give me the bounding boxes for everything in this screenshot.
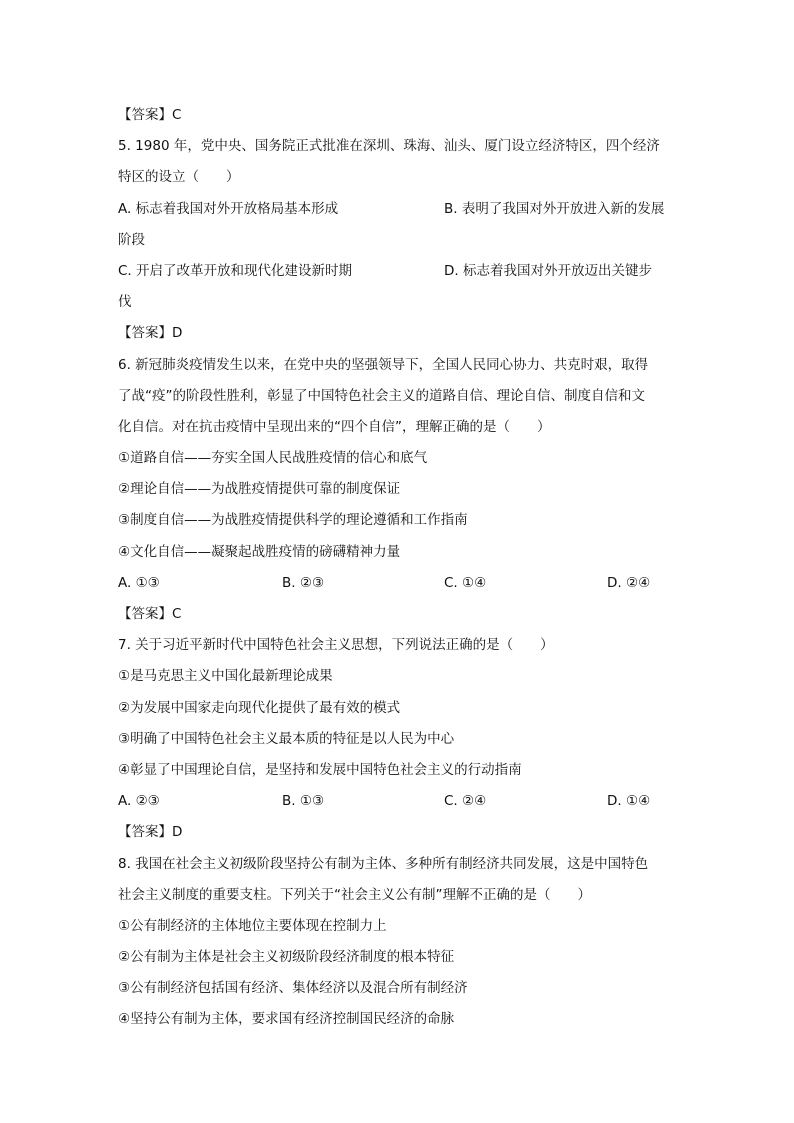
q6-item-3: ③制度自信——为战胜疫情提供科学的理论遵循和工作指南: [118, 512, 468, 529]
q5-option-a: A. 标志着我国对外开放格局基本形成: [118, 200, 339, 217]
q8-item-3: ③公有制经济包括国有经济、集体经济以及混合所有制经济: [118, 980, 468, 997]
q6-item-2: ②理论自信——为战胜疫情提供可靠的制度保证: [118, 481, 401, 498]
q7-item-1: ①是马克思主义中国化最新理论成果: [118, 668, 333, 685]
document-page: [118, 100, 678, 1036]
q8-stem-line-2: 社会主义制度的重要支柱。下列关于“社会主义公有制”理解不正确的是（ ）: [118, 886, 591, 903]
q6-option-d: D. ②④: [607, 574, 651, 591]
q8-item-2: ②公有制为主体是社会主义初级阶段经济制度的根本特征: [118, 949, 455, 966]
question-8: [118, 849, 678, 1036]
q8-stem-line-1: 8. 我国在社会主义初级阶段坚持公有制为主体、多种所有制经济共同发展，这是中国特色: [118, 855, 649, 872]
q5-stem-line-1: 5. 1980 年，党中央、国务院正式批准在深圳、珠海、汕头、厦门设立经济特区，四个经济: [118, 138, 660, 155]
q5-options-row-1: [118, 194, 678, 225]
q5-stem-line-2: 特区的设立（ ）: [118, 169, 240, 186]
q6-answer: 【答案】C: [118, 606, 182, 622]
q7-item-4: ④彰显了中国理论自信，是坚持和发展中国特色社会主义的行动指南: [118, 761, 522, 778]
question-7: [118, 630, 678, 848]
q6-option-a: A. ①③: [118, 574, 160, 591]
q6-option-c: C. ①④: [444, 574, 487, 591]
q6-option-b: B. ②③: [282, 574, 325, 591]
q6-stem-line-2: 了战“疫”的阶段性胜利，彰显了中国特色社会主义的道路自信、理论自信、制度自信和文: [118, 387, 645, 404]
q5-option-b: B. 表明了我国对外开放进入新的发展: [444, 200, 665, 217]
q6-item-4: ④文化自信——凝聚起战胜疫情的磅礴精神力量: [118, 543, 401, 560]
q5-option-d-continuation: 伐: [118, 294, 132, 311]
question-5: [118, 131, 678, 349]
q7-item-2: ②为发展中国家走向现代化提供了最有效的模式: [118, 699, 401, 716]
q5-option-b-continuation: 阶段: [118, 231, 145, 248]
q6-stem-line-1: 6. 新冠肺炎疫情发生以来，在党中央的坚强领导下，全国人民同心协力、共克时艰，取得: [118, 356, 649, 373]
q6-options-row: [118, 568, 678, 599]
q7-options-row: [118, 786, 678, 817]
q6-item-1: ①道路自信——夯实全国人民战胜疫情的信心和底气: [118, 450, 428, 467]
q7-stem-line-1: 7. 关于习近平新时代中国特色社会主义思想，下列说法正确的是（ ）: [118, 637, 554, 654]
q6-stem-line-3: 化自信。对在抗击疫情中呈现出来的“四个自信”，理解正确的是（ ）: [118, 418, 551, 435]
q4-answer: 【答案】C: [118, 107, 182, 123]
q7-option-d: D. ①④: [607, 793, 651, 810]
question-6: [118, 350, 678, 631]
q5-options-row-2: [118, 256, 678, 287]
q7-answer: 【答案】D: [118, 824, 183, 841]
q7-item-3: ③明确了中国特色社会主义最本质的特征是以人民为中心: [118, 730, 455, 747]
q8-item-1: ①公有制经济的主体地位主要体现在控制力上: [118, 917, 387, 934]
q5-option-d: D. 标志着我国对外开放迈出关键步: [444, 262, 652, 279]
q7-option-b: B. ①③: [282, 793, 325, 810]
q8-item-4: ④坚持公有制为主体，要求国有经济控制国民经济的命脉: [118, 1011, 455, 1028]
q5-option-c: C. 开启了改革开放和现代化建设新时期: [118, 262, 353, 279]
q7-option-c: C. ②④: [444, 793, 487, 810]
q5-answer: 【答案】D: [118, 325, 183, 342]
q7-option-a: A. ②③: [118, 793, 160, 810]
